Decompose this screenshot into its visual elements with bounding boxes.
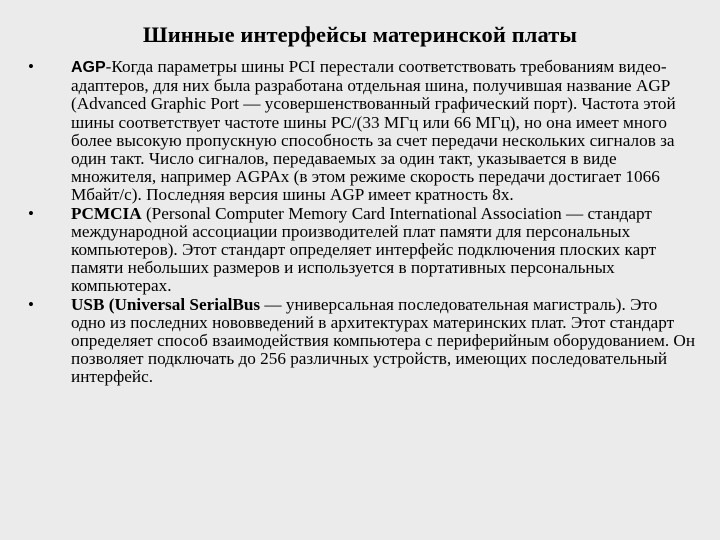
bullet-text: (Personal Computer Memory Card International Association — стандарт международной ассоциации производителей плат памяти для персональных компьютеров). Этот стандарт определяет интерфейс подключения плоских карт памяти небольших размеров и используется в портативных персональных компьютерах. [71, 203, 657, 296]
bullet-item-agp [28, 58, 696, 205]
slide-title: Шинные интерфейсы материнской платы [142, 22, 578, 47]
bullet-term: USB (Universal SerialBus [71, 294, 261, 314]
bullet-text: — универсальная последовательная магистраль). Это одно из последних нововведений в архитектурах материнских плат. Этот стандарт определяет способ взаимодействия компьютера с периферийным оборудованием. Он позволяет подключать до 256 различных устройств, имеющих последовательный интерфейс. [71, 294, 696, 387]
bullet-item-pcmcia [28, 205, 696, 296]
bullet-icon: • [28, 57, 34, 76]
bullet-term: AGP [71, 59, 106, 76]
bullet-list [28, 58, 696, 387]
bullet-icon: • [28, 203, 34, 223]
bullet-text: -Когда параметры шины PCI перестали соответствовать требованиям видео-адаптеров, для них была разработана отдельная шина, получившая название AGP (Advanced Graphic Port — усовершенствованный графический порт). Частота этой шины соответствует частоте шины PC/(33 МГц или 66 МГц), но она имеет много более высокую пропускную способность за счет передачи нескольких сигналов за один такт. Число сигналов, передаваемых за один такт, указывается в виде множителя, например AGPAx (в этом режиме скорость передачи достигает 1066 Мбайт/с). Последняя версия шины AGP имеет кратность 8х. [71, 57, 676, 205]
bullet-item-usb [28, 296, 696, 387]
bullet-icon: • [28, 294, 34, 314]
bullet-term: PCMCIA [71, 203, 142, 223]
